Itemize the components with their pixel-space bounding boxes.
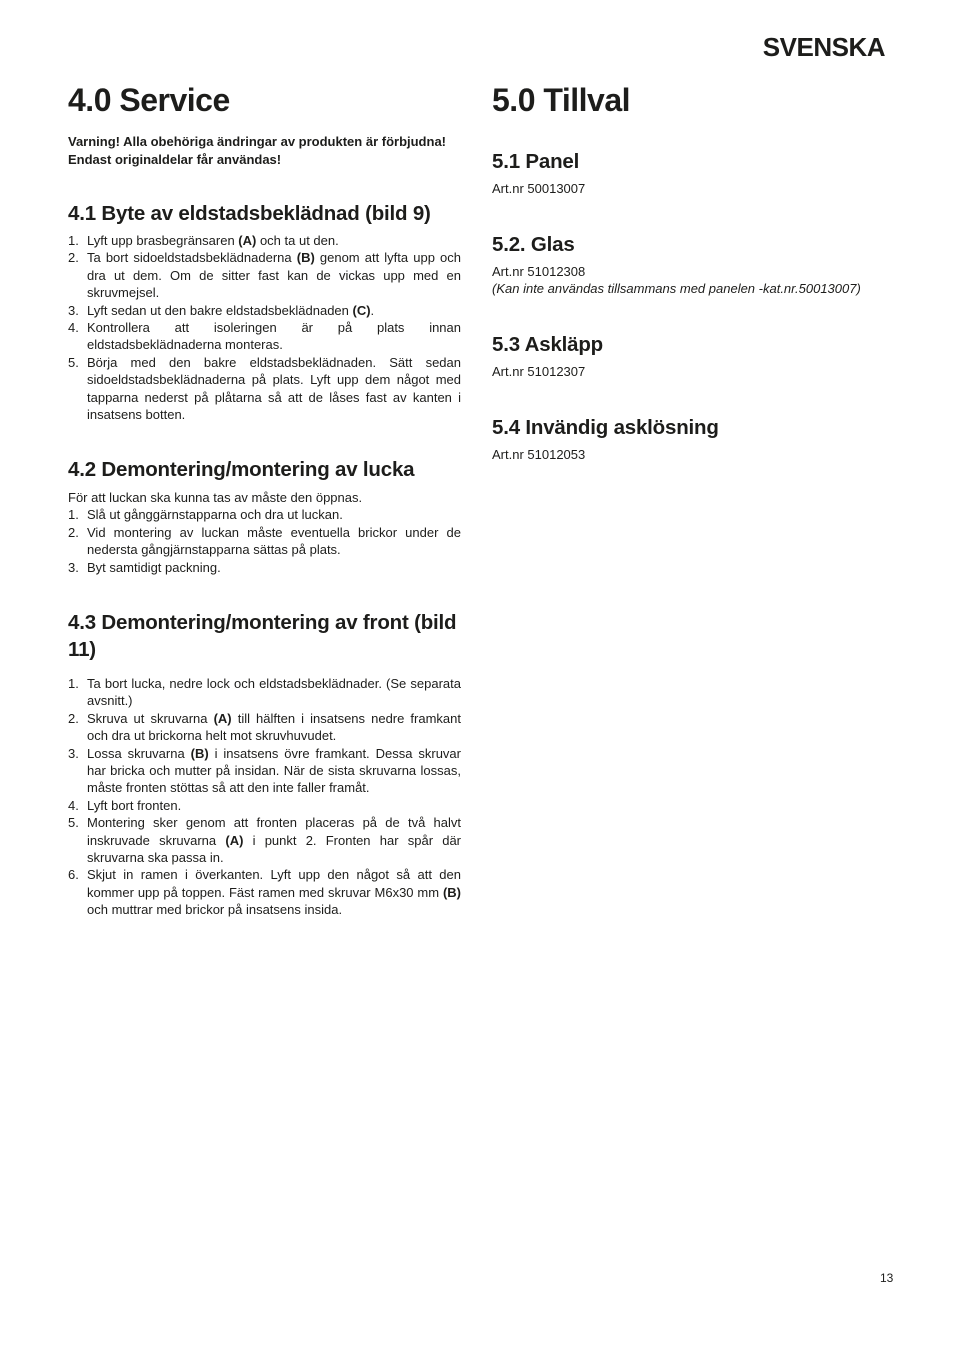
section-4-3-list — [68, 675, 461, 919]
list-item-text: i insatsens övre framkant. Dessa skruvar har bricka och mutter på insidan. När de sista skruvarna lossas, måste fronten stöttas så att den inte faller framåt. — [87, 745, 461, 796]
section-4-1 — [68, 200, 461, 423]
section-5-2 — [492, 231, 892, 298]
list-item — [68, 354, 461, 424]
list-item-text: Byt samtidigt packning. — [87, 559, 221, 575]
section-5-3-heading: 5.3 Askläpp — [492, 333, 603, 356]
list-item-text: i punkt 2. Fronten har spår där skruvarna ska passa in. — [87, 832, 462, 866]
list-item — [68, 302, 461, 319]
list-item — [68, 745, 461, 797]
list-item-text: Lyft upp brasbegränsaren — [87, 233, 239, 248]
list-item — [68, 506, 461, 523]
list-item — [68, 559, 461, 576]
section-4-3 — [68, 609, 461, 919]
list-item-text: och muttrar med brickor på insatsens insida. — [87, 902, 343, 918]
tillval-title: 5.0 Tillval — [492, 82, 630, 118]
part-reference: (A) — [225, 832, 244, 848]
list-item — [68, 797, 461, 814]
list-item — [68, 249, 461, 301]
section-5-2-art: Art.nr 51012308 — [492, 264, 586, 279]
list-item-number: 2. — [68, 250, 79, 266]
list-item-text: Ta bort lucka, nedre lock och eldstadsbeklädnader. (Se separata avsnitt.) — [87, 676, 461, 709]
list-item-number: 3. — [68, 745, 79, 761]
language-label: SVENSKA — [762, 32, 885, 62]
list-item-text: Skruva ut skruvarna — [87, 710, 214, 726]
list-item-text: till hälften i insatsens nedre framkant och dra ut brickorna helt mot skruvhuvudet. — [87, 710, 461, 744]
service-title: 4.0 Service — [68, 82, 230, 118]
section-5-3 — [492, 331, 892, 380]
page-number: 13 — [880, 1271, 894, 1285]
list-item-number: 3. — [68, 302, 79, 318]
list-item — [68, 866, 461, 918]
list-item-text: Skjut in ramen i överkanten. Lyft upp den något så att den kommer upp på toppen. Fäst ramen med skruvar M6x30 mm — [87, 867, 461, 900]
part-reference: (B) — [296, 250, 315, 266]
list-item-number: 3. — [68, 559, 79, 575]
list-item-number: 4. — [68, 320, 79, 336]
list-item-text: Börja med den bakre eldstadsbeklädnaden. Sätt sedan sidoeldstadsbeklädnaderna på plats. Lyft upp dem något med tapparna nederst på plåtarna så att de låses fast av kanten i insatsens botten. — [87, 354, 461, 423]
section-5-1 — [492, 148, 892, 197]
list-item-text: Lyft bort fronten. — [87, 797, 182, 813]
part-reference: (B) — [442, 884, 461, 900]
section-5-3-art: Art.nr 51012307 — [492, 364, 586, 379]
list-item-text: Slå ut gånggärnstapparna och dra ut luckan. — [87, 507, 343, 523]
part-reference: (C) — [352, 302, 371, 318]
list-item-number: 6. — [68, 867, 79, 883]
list-item-number: 1. — [68, 507, 79, 523]
list-item — [68, 524, 461, 559]
section-4-2-list — [68, 506, 461, 576]
list-item-number: 5. — [68, 815, 79, 831]
list-item-text: Vid montering av luckan måste eventuella brickor under de nedersta gångjärnstapparna sättas på plats. — [87, 524, 461, 558]
list-item-text: genom att lyfta upp och dra ut dem. Om de sitter fast kan de vickas upp med en skruvmejsel. — [87, 250, 461, 301]
list-item-text: Lyft sedan ut den bakre eldstadsbeklädnaden — [87, 302, 353, 318]
section-4-1-heading: 4.1 Byte av eldstadsbeklädnad (bild 9) — [68, 202, 431, 225]
list-item-number: 1. — [68, 233, 79, 248]
list-item — [68, 319, 461, 354]
section-4-3-heading: 4.3 Demontering/montering av front (bild 11) — [68, 611, 457, 661]
section-5-1-heading: 5.1 Panel — [492, 150, 580, 173]
list-item-number: 2. — [68, 710, 79, 726]
list-item-number: 4. — [68, 797, 79, 813]
list-item-text: . — [370, 302, 375, 318]
section-5-2-note: (Kan inte användas tillsammans med panelen -kat.nr.50013007) — [492, 281, 861, 297]
part-reference: (A) — [213, 710, 232, 726]
warning-text: Varning! Alla obehöriga ändringar av produkten är förbjudna! Endast originaldelar får användas! — [68, 134, 447, 167]
list-item-text: Montering sker genom att fronten placeras på de två halvt inskruvade skruvarna — [87, 815, 461, 848]
list-item — [68, 814, 461, 866]
section-5-4-art: Art.nr 51012053 — [492, 447, 586, 462]
section-5-4 — [492, 414, 892, 463]
list-item-text: Kontrollera att isoleringen är på plats innan eldstadsbeklädnaderna monteras. — [87, 320, 461, 353]
part-reference: (A) — [238, 233, 257, 248]
list-item-text: Lossa skruvarna — [87, 745, 191, 761]
section-5-4-heading: 5.4 Invändig asklösning — [492, 416, 719, 439]
section-5-2-heading: 5.2. Glas — [492, 233, 575, 256]
section-4-1-list — [68, 232, 461, 423]
list-item-text: och ta ut den. — [256, 233, 339, 248]
section-4-2-intro: För att luckan ska kunna tas av måste den öppnas. — [68, 490, 363, 505]
part-reference: (B) — [190, 745, 209, 761]
section-4-2 — [68, 456, 461, 576]
list-item-number: 5. — [68, 354, 79, 370]
list-item-text: Ta bort sidoeldstadsbeklädnaderna — [87, 250, 297, 266]
list-item-number: 1. — [68, 676, 79, 691]
list-item — [68, 232, 461, 249]
list-item — [68, 675, 461, 710]
section-4-2-heading: 4.2 Demontering/montering av lucka — [68, 458, 415, 481]
section-5-1-art: Art.nr 50013007 — [492, 181, 586, 196]
list-item — [68, 710, 461, 745]
list-item-number: 2. — [68, 524, 79, 540]
